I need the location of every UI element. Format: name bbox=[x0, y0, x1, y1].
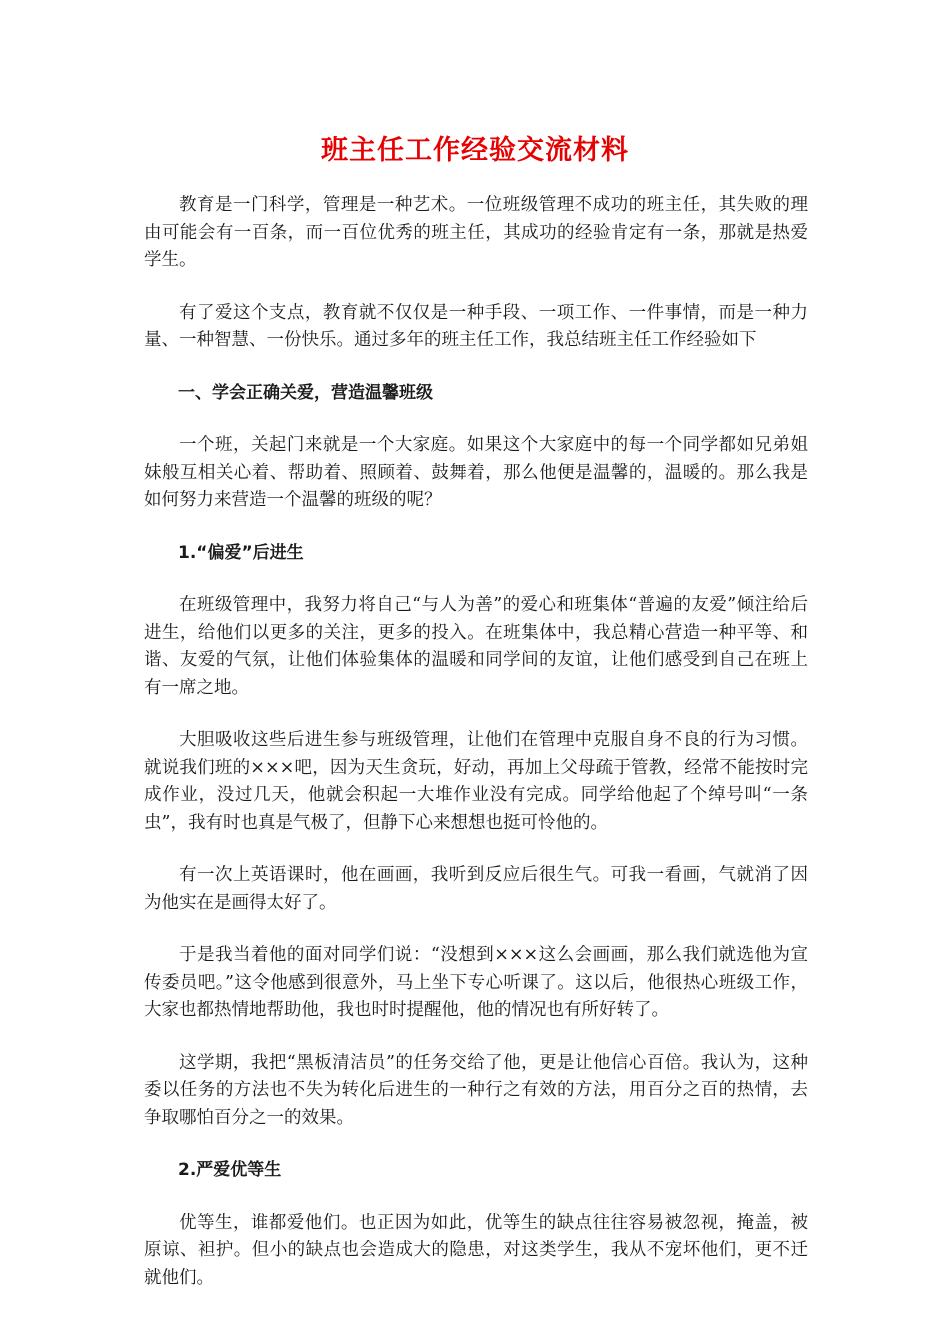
paragraph-english-class: 有一次上英语课时，他在画画，我听到反应后很生气。可我一看画，气就消了因为他实在是画得太好了。 bbox=[144, 865, 808, 913]
paragraph-warm-class: 一个班，关起门来就是一个大家庭。如果这个大家庭中的每一个同学都如兄弟姐妹般互相关心着、帮助着、照顾着、鼓舞着，那么他便是温馨的，温暖的。那么我是如何努力来营造一个温馨的班级的呢？ bbox=[144, 435, 808, 510]
subsection-heading-2: 2.严爱优等生 bbox=[178, 1160, 282, 1180]
paragraph-class-management: 大胆吸收这些后进生参与班级管理，让他们在管理中克服自身不良的行为习惯。就说我们班的×××吧，因为天生贪玩，好动，再加上父母疏于管教，经常不能按时完成作业，没过几天，他就会积起一大堆作业没有完成。同学给他起了个绰号叫“一条虫”，我有时也真是气极了，但静下心来想想也挺可怜他的。 bbox=[144, 730, 808, 833]
paragraph-blackboard-cleaner: 这学期，我把“黑板清洁员”的任务交给了他，更是让他信心百倍。我认为，这种委以任务的方法也不失为转化后进生的一种行之有效的方法，用百分之百的热情，去争取哪怕百分之一的效果。 bbox=[144, 1052, 808, 1128]
paragraph-struggling-students: 在班级管理中，我努力将自己“与人为善”的爱心和班集体“普遍的友爱”倾注给后进生，给他们以更多的关注，更多的投入。在班集体中，我总精心营造一种平等、和谐、友爱的气氛，让他们体验集体的温暖和同学间的友谊，让他们感受到自己在班上有一席之地。 bbox=[144, 595, 808, 698]
paragraph-summary: 有了爱这个支点，教育就不仅仅是一种手段、一项工作、一件事情，而是一种力量、一种智慧、一份快乐。通过多年的班主任工作，我总结班主任工作经验如下 bbox=[144, 302, 808, 350]
section-heading-1: 一、学会正确关爱，营造温馨班级 bbox=[178, 382, 433, 403]
paragraph-top-students: 优等生，谁都爱他们。也正因为如此，优等生的缺点往往容易被忽视，掩盖，被原谅、袒护。但小的缺点也会造成大的隐患，对这类学生，我从不宠坏他们，更不迁就他们。 bbox=[144, 1212, 808, 1288]
paragraph-publicity-committee: 于是我当着他的面对同学们说：“没想到×××这么会画画，那么我们就选他为宣传委员吧。”这令他感到很意外，马上坐下专心听课了。这以后，他很热心班级工作，大家也都热情地帮助他，我也时时提醒他，他的情况也有所好转了。 bbox=[144, 945, 808, 1020]
paragraph-intro: 教育是一门科学，管理是一种艺术。一位班级管理不成功的班主任，其失败的理由可能会有一百条，而一百位优秀的班主任，其成功的经验肯定有一条，那就是热爱学生。 bbox=[144, 195, 808, 270]
subsection-heading-1: 1.“偏爱”后进生 bbox=[178, 542, 304, 563]
document-body bbox=[144, 192, 808, 1317]
document-title: 班主任工作经验交流材料 bbox=[321, 135, 629, 166]
